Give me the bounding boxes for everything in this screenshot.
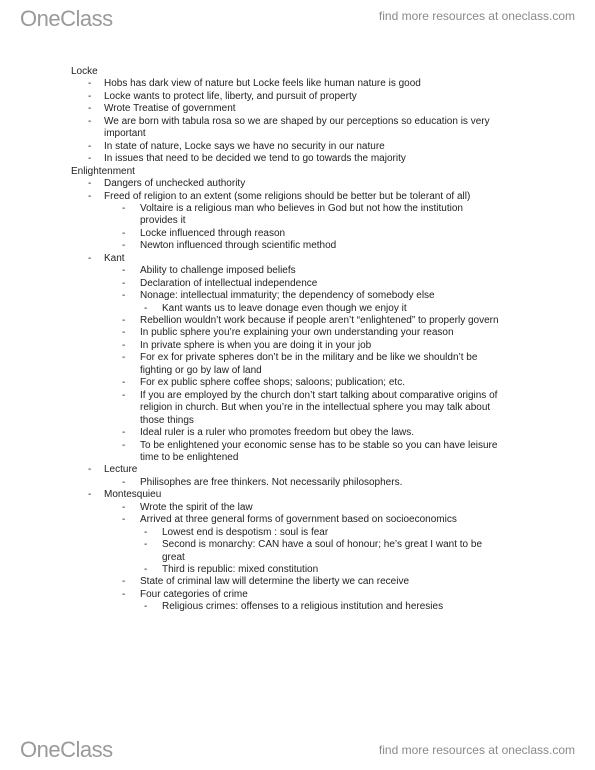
bullet-dash: - (88, 141, 92, 152)
note-line: Locke wants to protect life, liberty, and pursuit of property (104, 91, 357, 102)
note-line: We are born with tabula rosa so we are shaped by our perceptions so education is very (104, 116, 490, 127)
bullet-dash: - (88, 178, 92, 189)
bullet-dash: - (144, 564, 148, 575)
oneclass-logo[interactable]: OneClass (20, 6, 113, 31)
note-line: Wrote Treatise of government (104, 103, 236, 114)
bullet-dash: - (122, 377, 126, 388)
note-line: Locke influenced through reason (140, 228, 286, 239)
note-line: Dangers of unchecked authority (104, 178, 246, 189)
note-line: great (162, 552, 185, 563)
bullet-dash: - (88, 103, 92, 114)
bullet-dash: - (122, 440, 126, 451)
bullet-dash: - (88, 191, 92, 202)
bullet-dash: - (122, 589, 126, 600)
bullet-dash: - (122, 390, 126, 401)
note-line: provides it (140, 215, 186, 226)
footer-bar (0, 734, 595, 768)
bullet-dash: - (122, 265, 126, 276)
note-line: Voltaire is a religious man who believes in God but not how the institution (140, 203, 463, 214)
bullet-dash: - (88, 253, 92, 264)
section-heading: Locke (71, 66, 98, 77)
bullet-dash: - (122, 477, 126, 488)
bullet-dash: - (122, 228, 126, 239)
bullet-dash: - (122, 327, 126, 338)
oneclass-logo-footer[interactable]: OneClass (20, 737, 113, 762)
note-line: Four categories of crime (140, 589, 248, 600)
bullet-dash: - (88, 464, 92, 475)
bullet-dash: - (122, 576, 126, 587)
note-line: Philisophes are free thinkers. Not necessarily philosophers. (140, 477, 403, 488)
note-line: those things (140, 415, 194, 426)
header-bar (0, 0, 595, 34)
bullet-dash: - (88, 91, 92, 102)
note-line: Wrote the spirit of the law (140, 502, 253, 513)
section-heading: Enlightenment (71, 166, 135, 177)
note-line: Nonage: intellectual immaturity; the dependency of somebody else (140, 290, 435, 301)
note-line: In issues that need to be decided we tend to go towards the majority (104, 153, 406, 164)
note-line: Rebellion wouldn’t work because if people aren’t “enlightened” to properly govern (140, 315, 499, 326)
note-line: Freed of religion to an extent (some religions should be better but be tolerant of all) (104, 191, 471, 202)
bullet-dash: - (144, 303, 148, 314)
note-line: Arrived at three general forms of government based on socioeconomics (140, 514, 457, 525)
bullet-dash: - (122, 514, 126, 525)
bullet-dash: - (144, 601, 148, 612)
bullet-dash: - (122, 352, 126, 363)
bullet-dash: - (122, 240, 126, 251)
bullet-dash: - (122, 203, 126, 214)
note-line: State of criminal law will determine the liberty we can receive (140, 576, 409, 587)
note-line: important (104, 128, 146, 139)
note-line: In private sphere is when you are doing it in your job (140, 340, 372, 351)
note-line: Hobs has dark view of nature but Locke feels like human nature is good (104, 78, 421, 89)
note-line: For ex for private spheres don’t be in the military and be like we shouldn’t be (140, 352, 478, 363)
note-line: To be enlightened your economic sense has to be stable so you can have leisure (140, 440, 498, 451)
note-line: In public sphere you’re explaining your own understanding your reason (140, 327, 454, 338)
note-line: Religious crimes: offenses to a religious institution and heresies (162, 601, 444, 612)
note-line: Ability to challenge imposed beliefs (140, 265, 296, 276)
note-line: Declaration of intellectual independence (140, 278, 318, 289)
bullet-dash: - (88, 489, 92, 500)
note-line: Second is monarchy: CAN have a soul of honour; he’s great I want to be (162, 539, 482, 550)
note-line: If you are employed by the church don’t start talking about comparative origins of (140, 390, 498, 401)
bullet-dash: - (122, 278, 126, 289)
note-line: Lecture (104, 464, 138, 475)
bullet-dash: - (88, 78, 92, 89)
note-line: Lowest end is despotism : soul is fear (162, 527, 329, 538)
note-line: For ex public sphere coffee shops; saloons; publication; etc. (140, 377, 405, 388)
note-line: In state of nature, Locke says we have no security in our nature (104, 141, 385, 152)
note-line: fighting or go by law of land (140, 365, 262, 376)
bullet-dash: - (122, 427, 126, 438)
bullet-dash: - (144, 527, 148, 538)
note-line: Third is republic: mixed constitution (162, 564, 319, 575)
note-line: Newton influenced through scientific method (140, 240, 337, 251)
bullet-dash: - (88, 153, 92, 164)
bullet-dash: - (88, 116, 92, 127)
bullet-dash: - (122, 315, 126, 326)
note-line: Kant wants us to leave donage even though we enjoy it (162, 303, 407, 314)
note-line: Kant (104, 253, 125, 264)
bullet-dash: - (122, 340, 126, 351)
bullet-dash: - (122, 502, 126, 513)
note-line: religion in church. But when you’re in the intellectual sphere you may talk about (140, 402, 491, 413)
bullet-dash: - (122, 290, 126, 301)
note-line: Montesquieu (104, 489, 162, 500)
note-line: Ideal ruler is a ruler who promotes freedom but obey the laws. (140, 427, 415, 438)
resources-link[interactable]: find more resources at oneclass.com (378, 9, 575, 23)
note-line: time to be enlightened (140, 452, 239, 463)
bullet-dash: - (144, 539, 148, 550)
resources-link-footer[interactable]: find more resources at oneclass.com (378, 743, 575, 757)
